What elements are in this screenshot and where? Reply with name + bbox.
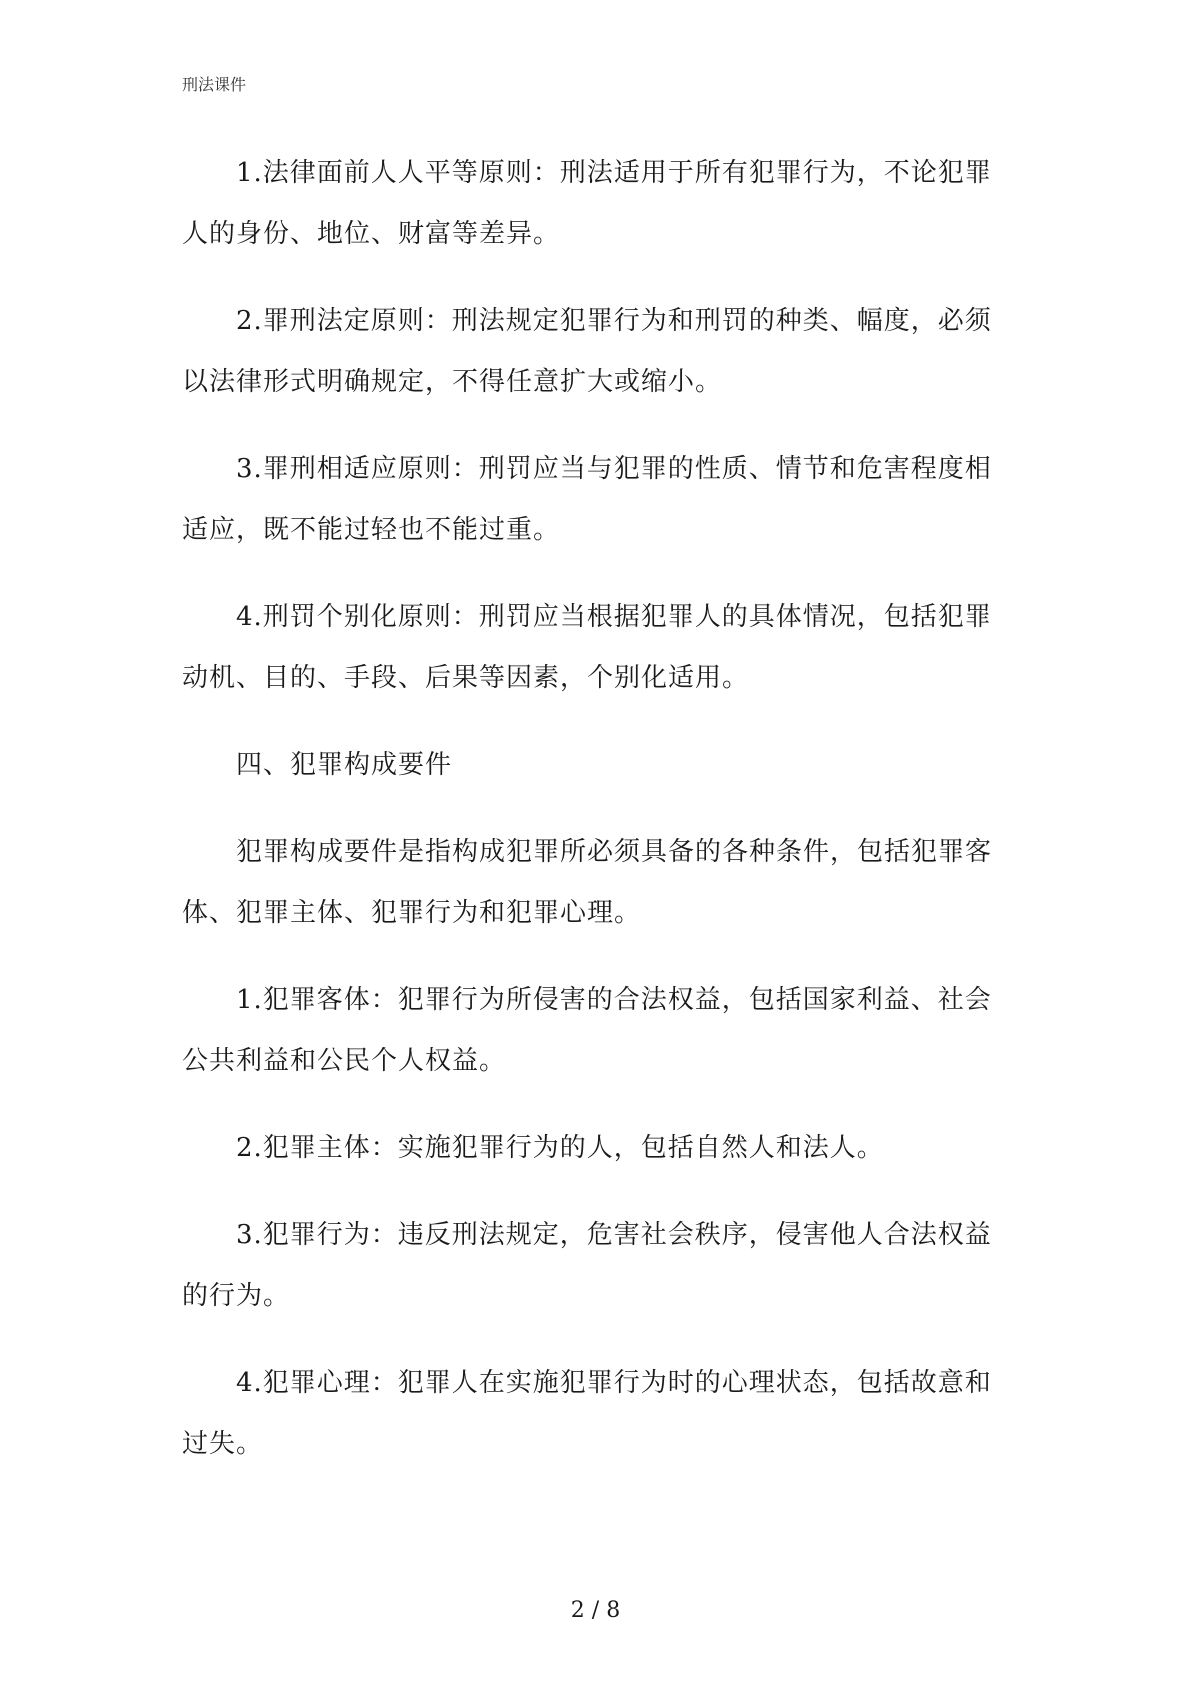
running-header: 刑法课件 (182, 75, 247, 94)
principle-proportionality: 3.罪刑相适应原则：刑罚应当与犯罪的性质、情节和危害程度相适应，既不能过轻也不能过重。 (182, 454, 992, 545)
element-subject: 2.犯罪主体：实施犯罪行为的人，包括自然人和法人。 (236, 1133, 884, 1163)
principle-individualization: 4.刑罚个别化原则：刑罚应当根据犯罪人的具体情况，包括犯罪动机、目的、手段、后果等因素，个别化适用。 (182, 602, 992, 693)
section-heading: 四、犯罪构成要件 (236, 750, 453, 780)
page-number: 2 / 8 (570, 1598, 621, 1623)
section-intro: 犯罪构成要件是指构成犯罪所必须具备的各种条件，包括犯罪客体、犯罪主体、犯罪行为和犯罪心理。 (182, 837, 993, 928)
element-object: 1.犯罪客体：犯罪行为所侵害的合法权益，包括国家利益、社会公共利益和公民个人权益。 (182, 985, 992, 1076)
principle-equality: 1.法律面前人人平等原则：刑法适用于所有犯罪行为，不论犯罪人的身份、地位、财富等差异。 (182, 158, 992, 249)
principle-legality: 2.罪刑法定原则：刑法规定犯罪行为和刑罚的种类、幅度，必须以法律形式明确规定，不得任意扩大或缩小。 (182, 306, 992, 397)
element-mental-state: 4.犯罪心理：犯罪人在实施犯罪行为时的心理状态，包括故意和过失。 (182, 1368, 992, 1459)
element-conduct: 3.犯罪行为：违反刑法规定，危害社会秩序，侵害他人合法权益的行为。 (182, 1220, 992, 1311)
document-body (182, 143, 1002, 1501)
